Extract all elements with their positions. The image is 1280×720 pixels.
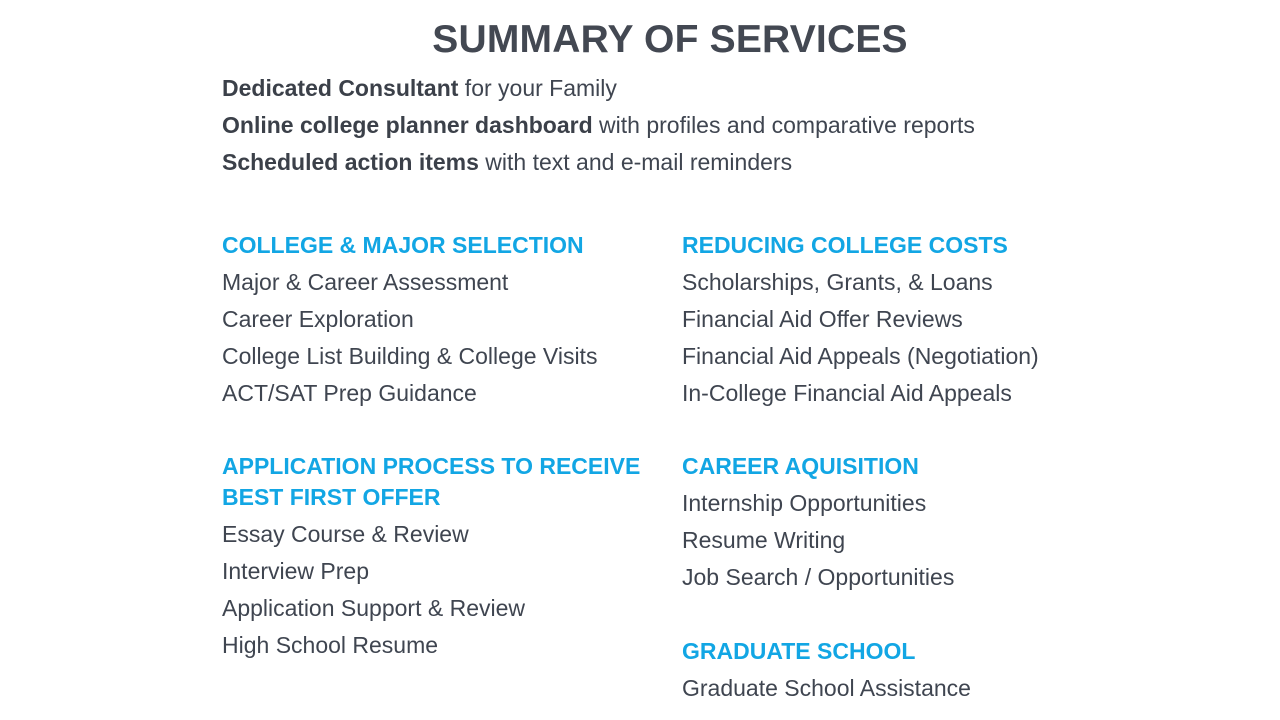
service-item: Internship Opportunities <box>682 490 927 516</box>
section-heading <box>222 451 662 513</box>
service-item: In-College Financial Aid Appeals <box>682 380 1012 406</box>
section-heading: COLLEGE & MAJOR SELECTION <box>222 232 584 258</box>
page-title: SUMMARY OF SERVICES <box>432 18 908 61</box>
section-heading: REDUCING COLLEGE COSTS <box>682 232 1008 258</box>
service-item: Financial Aid Offer Reviews <box>682 306 963 332</box>
intro-line-text: for your Family <box>458 75 617 101</box>
service-item: Resume Writing <box>682 527 846 553</box>
service-item: ACT/SAT Prep Guidance <box>222 380 477 406</box>
intro-line <box>222 107 975 144</box>
service-item: Essay Course & Review <box>222 521 469 547</box>
section-heading-line: APPLICATION PROCESS TO RECEIVE <box>222 453 641 479</box>
section-career-aquisition <box>682 451 954 596</box>
service-item: Interview Prep <box>222 558 370 584</box>
intro-line-text: with profiles and comparative reports <box>592 112 975 138</box>
service-item: Scholarships, Grants, & Loans <box>682 269 993 295</box>
intro-block <box>222 70 975 181</box>
intro-line-bold: Dedicated Consultant <box>222 75 459 101</box>
service-item: Graduate School Assistance <box>682 675 971 701</box>
section-graduate-school <box>682 636 971 707</box>
intro-line <box>222 144 975 181</box>
service-item: High School Resume <box>222 632 439 658</box>
service-item: College List Building & College Visits <box>222 343 598 369</box>
service-item: Career Exploration <box>222 306 414 332</box>
section-heading: GRADUATE SCHOOL <box>682 638 916 664</box>
section-heading-line: BEST FIRST OFFER <box>222 484 441 510</box>
section-heading: CAREER AQUISITION <box>682 453 919 479</box>
section-college-major-selection <box>222 230 597 412</box>
service-item: Job Search / Opportunities <box>682 564 955 590</box>
service-item: Application Support & Review <box>222 595 525 621</box>
intro-line-bold: Scheduled action items <box>222 149 479 175</box>
intro-line <box>222 70 975 107</box>
intro-line-text: with text and e-mail reminders <box>478 149 793 175</box>
section-reducing-college-costs <box>682 230 1039 412</box>
service-item: Major & Career Assessment <box>222 269 509 295</box>
service-item: Financial Aid Appeals (Negotiation) <box>682 343 1039 369</box>
intro-line-bold: Online college planner dashboard <box>222 112 593 138</box>
section-application-process <box>222 451 662 664</box>
